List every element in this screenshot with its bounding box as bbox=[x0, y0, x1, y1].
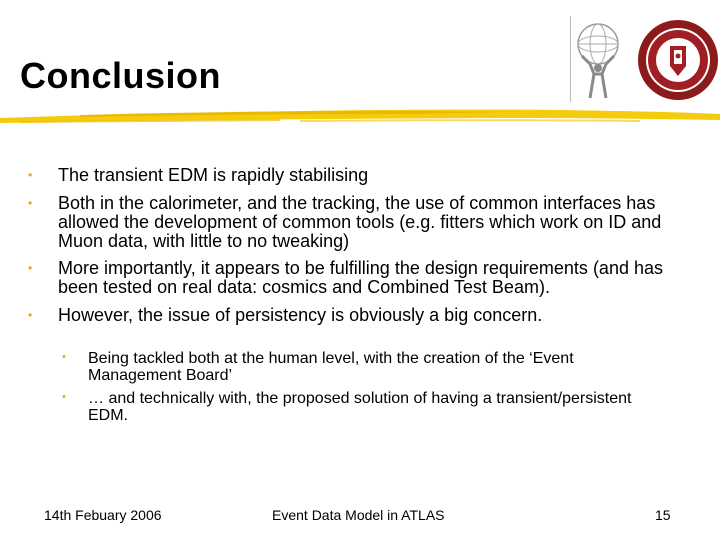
sub-bullet-text: … and technically with, the proposed solution of having a transient/persistent EDM. bbox=[88, 390, 632, 424]
bullet-text: However, the issue of persistency is obviously a big concern. bbox=[58, 305, 543, 325]
bullet-item bbox=[28, 306, 688, 325]
sub-bullet-list bbox=[62, 350, 662, 430]
umass-seal-logo bbox=[638, 20, 718, 100]
bullet-dot-icon: • bbox=[28, 308, 33, 322]
bullet-dot-icon: • bbox=[28, 261, 33, 275]
bullet-text: The transient EDM is rapidly stabilising bbox=[58, 165, 369, 185]
footer-title: Event Data Model in ATLAS bbox=[272, 507, 445, 523]
bullet-dot-icon: • bbox=[28, 196, 33, 210]
atlas-logo bbox=[578, 24, 618, 98]
bullet-text: More importantly, it appears to be fulfilling the design requirements (and has been tested on real data: cosmics and Combined Test Beam). bbox=[58, 258, 663, 297]
footer-date: 14th Febuary 2006 bbox=[44, 507, 162, 523]
sub-bullet-item bbox=[62, 390, 662, 424]
bullet-dot-icon: • bbox=[62, 351, 66, 363]
bullet-dot-icon: • bbox=[62, 391, 66, 403]
bullet-item bbox=[28, 166, 688, 185]
sub-bullet-text: Being tackled both at the human level, with the creation of the ‘Event Management Board’ bbox=[88, 350, 574, 384]
bullet-list bbox=[28, 166, 688, 325]
page-number: 15 bbox=[655, 507, 671, 523]
sub-bullet-item bbox=[62, 350, 662, 384]
bullet-item bbox=[28, 259, 688, 297]
bullet-text: Both in the calorimeter, and the tracking, the use of common interfaces has allowed the development of common tools (e.g. fitters which work on ID and Muon data, with little to no tweaking) bbox=[58, 193, 662, 251]
bullet-dot-icon: • bbox=[28, 168, 33, 182]
bullet-item bbox=[28, 194, 688, 251]
slide-title: Conclusion bbox=[20, 55, 221, 96]
logos bbox=[568, 16, 718, 104]
content bbox=[28, 166, 688, 334]
